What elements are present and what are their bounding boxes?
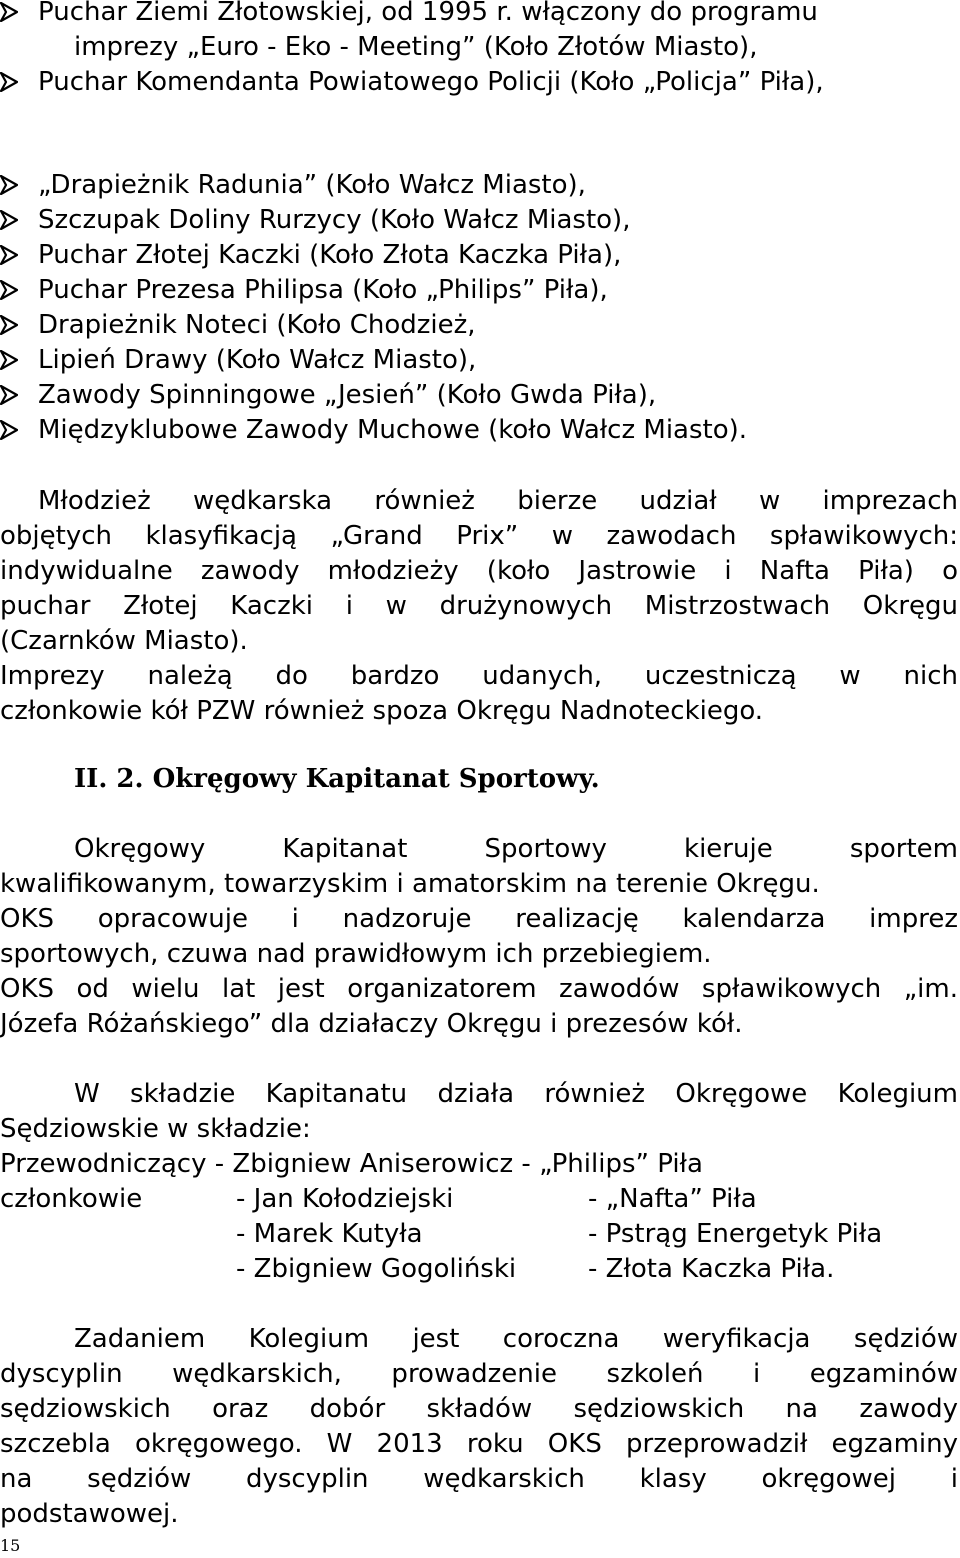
- member-club: - Pstrąg Energetyk Piła: [588, 1219, 883, 1249]
- bullet-item: [0, 0, 818, 29]
- bullet-text: Międzyklubowe Zawody Muchowe (koło Wałcz Miasto).: [38, 415, 748, 445]
- arrowhead-bullet-icon: [0, 245, 18, 265]
- paragraph-line: dyscyplin wędkarskich, prowadzenie szkoleń i egzaminów: [0, 1359, 958, 1389]
- arrowhead-bullet-icon: [0, 210, 18, 230]
- bullet-item: [0, 168, 586, 202]
- bullet-text: Puchar Komendanta Powiatowego Policji (Koło „Policja” Piła),: [38, 67, 824, 97]
- member-name: - Jan Kołodziejski: [236, 1184, 454, 1214]
- members-label: członkowie: [0, 1184, 143, 1214]
- bullet-item: [0, 308, 476, 342]
- bullet-item: [0, 343, 476, 377]
- arrowhead-bullet-icon: [0, 385, 18, 405]
- arrowhead-bullet-icon: [0, 280, 18, 300]
- paragraph-line: Sędziowskie w składzie:: [0, 1114, 311, 1144]
- paragraph-line: objętych klasyfikacją „Grand Prix” w zawodach spławikowych:: [0, 521, 958, 551]
- arrowhead-bullet-icon: [0, 175, 18, 195]
- bullet-item: [0, 65, 824, 99]
- bullet-item: [0, 413, 747, 447]
- college-chair: Przewodniczący - Zbigniew Aniserowicz - „Philips” Piła: [0, 1149, 703, 1179]
- arrowhead-bullet-icon: [0, 72, 18, 92]
- member-club: - „Nafta” Piła: [588, 1184, 757, 1214]
- member-club: - Złota Kaczka Piła.: [588, 1254, 835, 1284]
- paragraph-line: sportowych, czuwa nad prawidłowym ich przebiegiem.: [0, 939, 712, 969]
- section-heading: II. 2. Okręgowy Kapitanat Sportowy.: [74, 764, 600, 794]
- bullet-item: [0, 238, 621, 272]
- paragraph-line: indywidualne zawody młodzieży (koło Jastrowie i Nafta Piła) o: [0, 556, 958, 586]
- bullet-text: Szczupak Doliny Rurzycy (Koło Wałcz Miasto),: [38, 205, 631, 235]
- bullet-continuation: imprezy „Euro - Eko - Meeting” (Koło Złotów Miasto),: [74, 32, 758, 62]
- paragraph-line: Zadaniem Kolegium jest coroczna weryfikacja sędziów: [74, 1324, 958, 1354]
- bullet-text: Drapieżnik Noteci (Koło Chodzież,: [38, 310, 476, 340]
- paragraph-line: (Czarnków Miasto).: [0, 626, 248, 656]
- paragraph-line: W składzie Kapitanatu działa również Okręgowe Kolegium: [74, 1079, 958, 1109]
- bullet-text: Puchar Złotej Kaczki (Koło Złota Kaczka Piła),: [38, 240, 622, 270]
- paragraph-line: OKS opracowuje i nadzoruje realizację kalendarza imprez: [0, 904, 958, 934]
- member-name: - Marek Kutyła: [236, 1219, 423, 1249]
- bullet-text: Puchar Prezesa Philipsa (Koło „Philips” Piła),: [38, 275, 608, 305]
- paragraph-line: sędziowskich oraz dobór składów sędziowskich na zawody: [0, 1394, 958, 1424]
- bullet-item: [0, 203, 630, 237]
- paragraph-line: Młodzież wędkarska również bierze udział w imprezach: [38, 486, 958, 516]
- arrowhead-bullet-icon: [0, 350, 18, 370]
- arrowhead-bullet-icon: [0, 420, 18, 440]
- bullet-text: „Drapieżnik Radunia” (Koło Wałcz Miasto),: [38, 170, 586, 200]
- paragraph-line: podstawowej.: [0, 1499, 179, 1529]
- paragraph-line: puchar Złotej Kaczki i w drużynowych Mistrzostwach Okręgu: [0, 591, 958, 621]
- paragraph-line: Imprezy należą do bardzo udanych, uczestniczą w nich: [0, 661, 958, 691]
- paragraph-line: członkowie kół PZW również spoza Okręgu Nadnoteckiego.: [0, 696, 764, 726]
- bullet-text: Lipień Drawy (Koło Wałcz Miasto),: [38, 345, 477, 375]
- bullet-text: Puchar Ziemi Złotowskiej, od 1995 r. włączony do programu: [38, 0, 818, 27]
- arrowhead-bullet-icon: [0, 315, 18, 335]
- paragraph-line: Józefa Różańskiego” dla działaczy Okręgu i prezesów kół.: [0, 1009, 743, 1039]
- page-number: 15: [0, 1536, 21, 1555]
- paragraph-line: kwalifikowanym, towarzyskim i amatorskim na terenie Okręgu.: [0, 869, 820, 899]
- paragraph-line: szczebla okręgowego. W 2013 roku OKS przeprowadził egzaminy: [0, 1429, 958, 1459]
- paragraph-line: OKS od wielu lat jest organizatorem zawodów spławikowych „im.: [0, 974, 958, 1004]
- paragraph-line: na sędziów dyscyplin wędkarskich klasy okręgowej i: [0, 1464, 958, 1494]
- arrowhead-bullet-icon: [0, 2, 18, 22]
- bullet-text: Zawody Spinningowe „Jesień” (Koło Gwda Piła),: [38, 380, 657, 410]
- paragraph-line: Okręgowy Kapitanat Sportowy kieruje sportem: [74, 834, 958, 864]
- bullet-item: [0, 378, 656, 412]
- bullet-item: [0, 273, 608, 307]
- member-name: - Zbigniew Gogoliński: [236, 1254, 517, 1284]
